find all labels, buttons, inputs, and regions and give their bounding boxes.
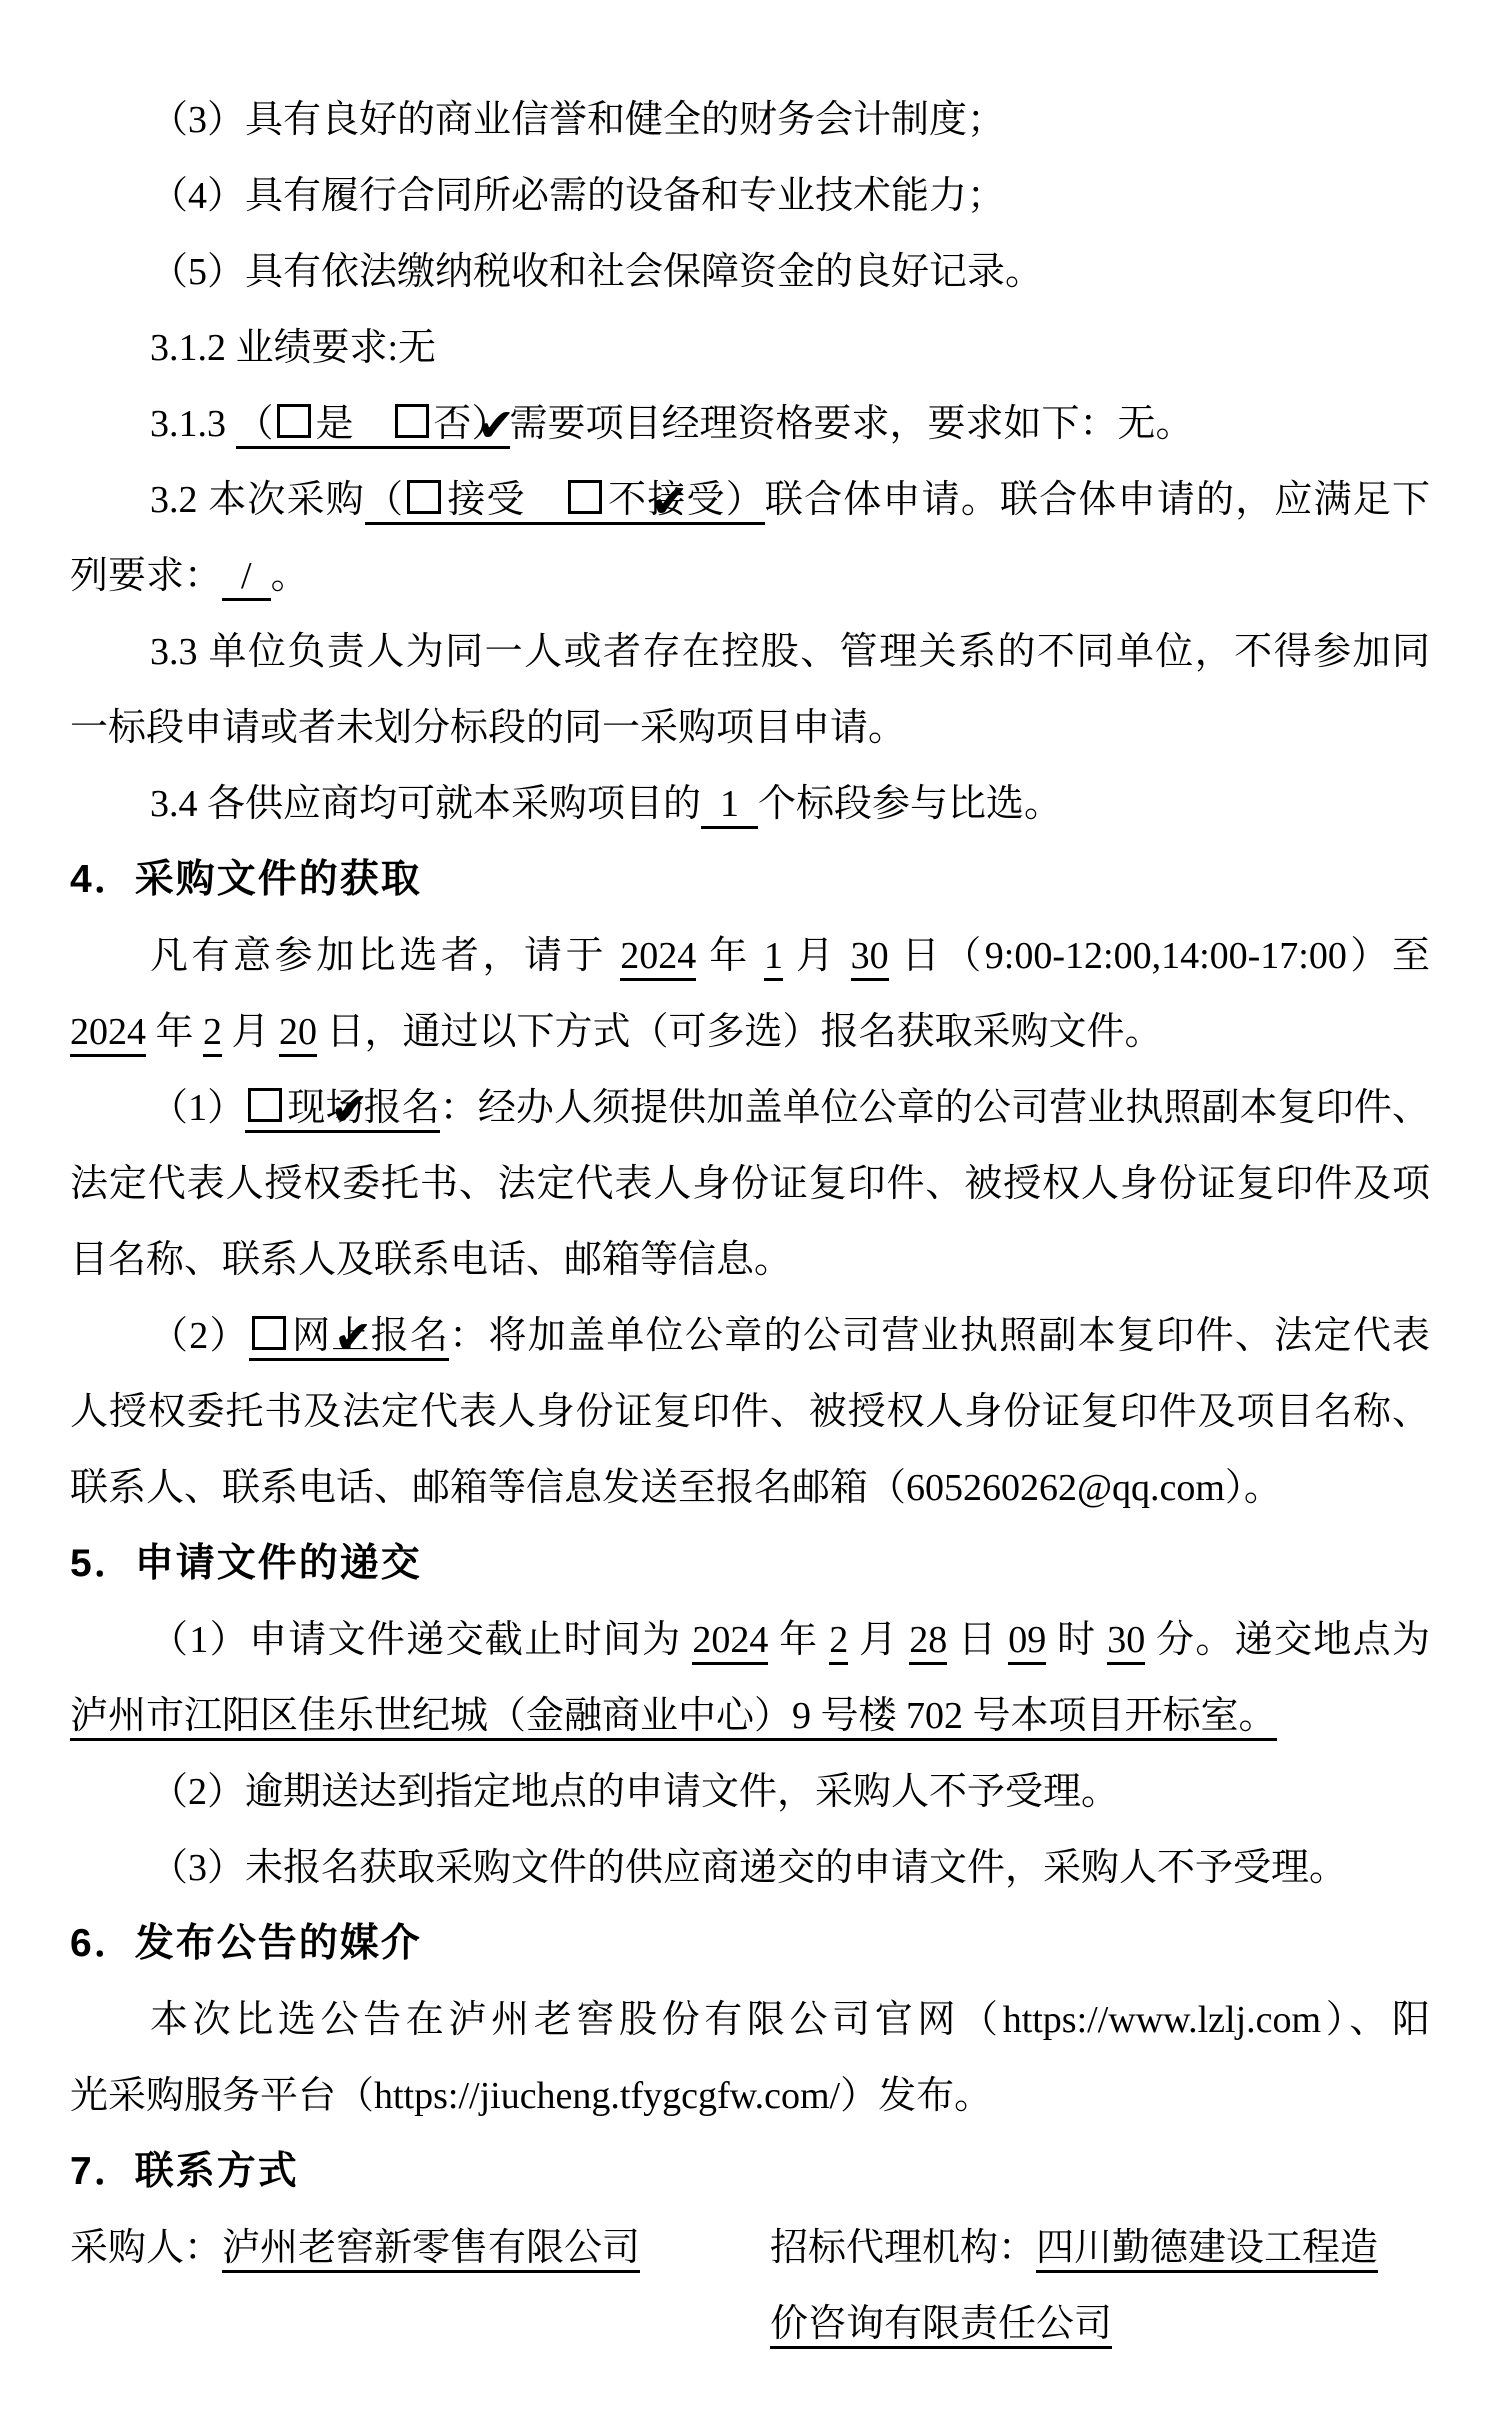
text-segment: 09 xyxy=(1008,1619,1046,1665)
text-line xyxy=(70,234,1430,310)
purchaser-info xyxy=(70,2210,770,2286)
text-segment: 现场报名 xyxy=(287,1087,440,1129)
text-segment: 本次比选公告在泸州老窖股份有限公司官网（https://www.lzlj.com）、阳 xyxy=(150,1999,1430,2041)
underlined-group xyxy=(236,403,510,449)
text-segment: 否） xyxy=(433,403,510,445)
text-segment: （1） xyxy=(150,1087,246,1129)
text-line xyxy=(70,462,1430,538)
text-segment: 列要求： xyxy=(70,555,223,597)
section-heading xyxy=(70,1906,1430,1982)
text-segment: 招标代理机构： xyxy=(770,2227,1037,2269)
text-segment: （5）具有依法缴纳税收和社会保障资金的良好记录。 xyxy=(150,251,1044,293)
section-heading xyxy=(70,2134,1430,2210)
text-segment: 人授权委托书及法定代表人身份证复印件、被授权人身份证复印件及项目名称、 xyxy=(70,1391,1430,1433)
text-segment: （ xyxy=(235,403,274,445)
text-segment: 4．采购文件的获取 xyxy=(70,858,422,901)
text-segment: 3.1.3 xyxy=(150,403,236,445)
text-segment: 分。递交地点为 xyxy=(1145,1619,1430,1661)
text-line xyxy=(70,1070,1430,1146)
text-line xyxy=(70,690,1430,766)
text-line xyxy=(70,1298,1430,1374)
text-segment: 1 xyxy=(701,783,758,829)
text-segment: 日 xyxy=(947,1619,1009,1661)
text-segment: 28 xyxy=(909,1619,947,1665)
text-line xyxy=(70,918,1430,994)
text-line xyxy=(70,82,1430,158)
text-segment: 3.1.2 业绩要求:无 xyxy=(150,327,437,369)
text-segment: 30 xyxy=(1107,1619,1145,1665)
agency-info xyxy=(770,2210,1430,2286)
text-segment: 不接受） xyxy=(606,479,765,521)
text-segment: / xyxy=(222,555,271,601)
text-line xyxy=(70,1678,1430,1754)
text-line xyxy=(70,1146,1430,1222)
text-line xyxy=(70,386,1430,462)
text-segment: 20 xyxy=(279,1011,317,1057)
text-segment: 四川勤德建设工程造 xyxy=(1036,2227,1378,2273)
underlined-group xyxy=(249,1315,449,1361)
text-segment: （2） xyxy=(150,1315,249,1357)
text-segment: 日，通过以下方式（可多选）报名获取采购文件。 xyxy=(317,1011,1163,1053)
text-segment: 个标段参与比选。 xyxy=(758,783,1063,825)
agency-info xyxy=(770,2286,1430,2362)
text-segment: 一标段申请或者未划分标段的同一采购项目申请。 xyxy=(70,707,907,749)
text-segment: 2024 xyxy=(692,1619,768,1665)
text-segment: 7．联系方式 xyxy=(70,2150,299,2193)
text-segment: （ xyxy=(364,479,405,521)
text-line xyxy=(70,538,1430,614)
underlined-group xyxy=(245,1087,439,1133)
text-segment: 网上报名 xyxy=(290,1315,450,1357)
text-segment: 泸州市江阳区佳乐世纪城（金融商业中心）9 号楼 702 号本项目开标室。 xyxy=(70,1695,1277,1741)
text-segment: 凡有意参加比选者，请于 xyxy=(150,935,621,977)
text-segment: 光采购服务平台（https://jiucheng.tfygcgfw.com/）发布。 xyxy=(70,2075,993,2117)
text-line xyxy=(70,2058,1430,2134)
footer-columns-row xyxy=(70,2210,1430,2286)
underlined-group xyxy=(365,479,765,525)
text-line xyxy=(70,158,1430,234)
text-line xyxy=(70,310,1430,386)
text-segment: 2 xyxy=(829,1619,848,1665)
text-line xyxy=(70,1450,1430,1526)
text-line xyxy=(70,766,1430,842)
text-segment: 年 xyxy=(768,1619,830,1661)
text-segment: （3）具有良好的商业信誉和健全的财务会计制度； xyxy=(150,99,1006,141)
section-heading xyxy=(70,842,1430,918)
text-segment: 3.3 单位负责人为同一人或者存在控股、管理关系的不同单位，不得参加同 xyxy=(150,631,1430,673)
text-segment: ：经办人须提供加盖单位公章的公司营业执照副本复印件、 xyxy=(439,1087,1430,1129)
checkbox-unchecked-icon xyxy=(277,404,311,438)
text-segment: 采购人： xyxy=(70,2227,223,2269)
text-line xyxy=(70,1602,1430,1678)
text-segment: 2 xyxy=(203,1011,222,1057)
text-segment: 1 xyxy=(764,935,783,981)
text-line xyxy=(70,1830,1430,1906)
text-line xyxy=(70,1374,1430,1450)
text-segment: 3.2 本次采购 xyxy=(150,479,365,521)
text-segment: （1）申请文件递交截止时间为 xyxy=(150,1619,693,1661)
text-segment: 3.4 各供应商均可就本采购项目的 xyxy=(150,783,702,825)
text-segment: 年 xyxy=(146,1011,204,1053)
document-body xyxy=(70,82,1430,2362)
text-segment: 日（9:00-12:00,14:00-17:00）至 xyxy=(888,935,1430,977)
checkbox-checked-icon xyxy=(568,480,602,514)
text-line xyxy=(70,614,1430,690)
purchaser-info xyxy=(70,2286,770,2362)
text-segment: 是 xyxy=(315,403,392,445)
section-heading xyxy=(70,1526,1430,1602)
text-segment: 联合体申请。联合体申请的，应满足下 xyxy=(764,479,1430,521)
text-segment: 价咨询有限责任公司 xyxy=(770,2303,1112,2349)
text-segment: 接受 xyxy=(446,479,565,521)
text-line xyxy=(70,1754,1430,1830)
text-segment: ：将加盖单位公章的公司营业执照副本复印件、法定代表 xyxy=(449,1315,1430,1357)
text-segment: 月 xyxy=(848,1619,910,1661)
text-segment: 2024 xyxy=(620,935,696,981)
text-segment: 6．发布公告的媒介 xyxy=(70,1922,422,1965)
text-segment: 联系人、联系电话、邮箱等信息发送至报名邮箱（605260262@qq.com）。 xyxy=(70,1467,1282,1509)
text-line xyxy=(70,1982,1430,2058)
checkbox-checked-icon xyxy=(395,404,429,438)
text-segment: 月 xyxy=(782,935,851,977)
checkbox-checked-icon xyxy=(252,1316,286,1350)
text-line xyxy=(70,994,1430,1070)
text-segment: （2）逾期送达到指定地点的申请文件，采购人不予受理。 xyxy=(150,1771,1120,1813)
text-segment: 目名称、联系人及联系电话、邮箱等信息。 xyxy=(70,1239,793,1281)
text-segment: 需要项目经理资格要求，要求如下：无。 xyxy=(509,403,1194,445)
text-segment: 法定代表人授权委托书、法定代表人身份证复印件、被授权人身份证复印件及项 xyxy=(70,1163,1430,1205)
text-segment: （4）具有履行合同所必需的设备和专业技术能力； xyxy=(150,175,1006,217)
text-segment: 月 xyxy=(222,1011,280,1053)
checkbox-unchecked-icon xyxy=(407,480,441,514)
text-segment: 时 xyxy=(1046,1619,1108,1661)
text-segment: 年 xyxy=(696,935,764,977)
text-line xyxy=(70,1222,1430,1298)
text-segment: 泸州老窖新零售有限公司 xyxy=(222,2227,640,2273)
text-segment: 。 xyxy=(270,555,309,597)
text-segment: 30 xyxy=(851,935,889,981)
text-segment: 2024 xyxy=(70,1011,146,1057)
text-segment: 5．申请文件的递交 xyxy=(70,1542,422,1585)
text-segment: （3）未报名获取采购文件的供应商递交的申请文件，采购人不予受理。 xyxy=(150,1847,1348,1889)
checkbox-checked-icon xyxy=(248,1088,282,1122)
footer-columns-row xyxy=(70,2286,1430,2362)
